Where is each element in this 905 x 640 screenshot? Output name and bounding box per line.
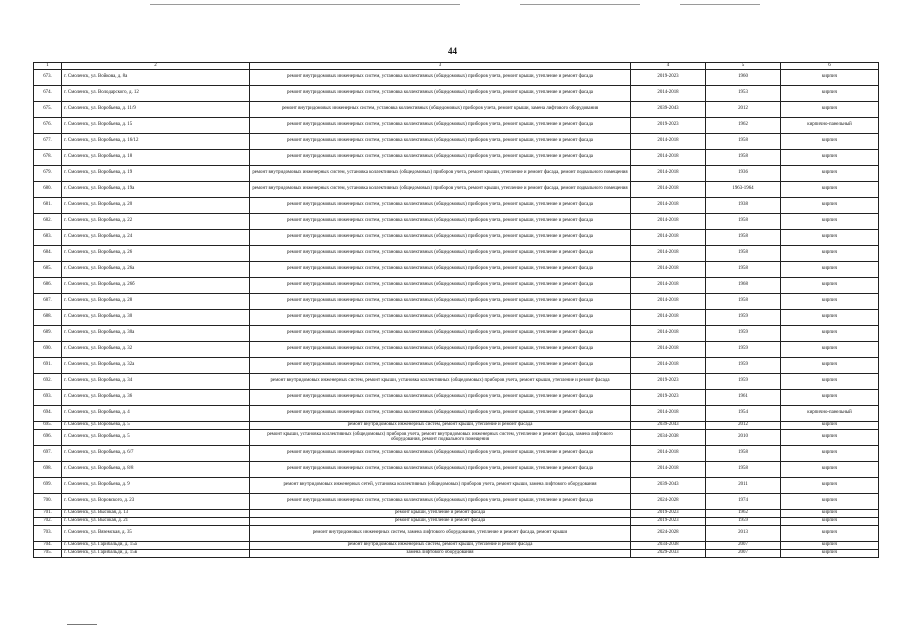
build-year-cell: 1959	[706, 517, 781, 525]
build-year-cell: 1968	[706, 277, 781, 293]
build-year-cell: 1959	[706, 341, 781, 357]
address-cell: г. Смоленск, ул. Воробьева, д. 16/12	[62, 133, 250, 149]
works-cell: ремонт внутридомовых инженерных систем, установка коллективных (общедомовых) приборов учета, ремонт крыши, утепление и ремонт фасада	[250, 493, 631, 509]
period-cell: 2019-2023	[631, 373, 706, 389]
row-number: 681.	[34, 197, 62, 213]
table-row	[34, 181, 879, 197]
period-cell: 2014-2018	[631, 85, 706, 101]
build-year-cell: 2010	[706, 429, 781, 445]
address-cell: г. Смоленск, ул. Воробьева, д. 36	[62, 389, 250, 405]
build-year-cell: 1958	[706, 213, 781, 229]
wall-material-cell: кирпич	[781, 477, 879, 493]
table-row	[34, 293, 879, 309]
wall-material-cell: кирпич	[781, 325, 879, 341]
column-number: 6	[781, 63, 879, 70]
period-cell: 2024-2028	[631, 525, 706, 541]
row-number: 704.	[34, 541, 62, 549]
table-row	[34, 493, 879, 509]
table-row	[34, 389, 879, 405]
row-number: 691.	[34, 357, 62, 373]
period-cell: 2019-2023	[631, 389, 706, 405]
table-body	[34, 69, 879, 557]
row-number: 703.	[34, 525, 62, 541]
table-row	[34, 149, 879, 165]
build-year-cell: 2007	[706, 549, 781, 557]
address-cell: г. Смоленск, ул. Воробьева, д. 11/9	[62, 101, 250, 117]
row-number: 678.	[34, 149, 62, 165]
works-cell: ремонт внутридомовых инженерных систем, установка коллективных (общедомовых) приборов учета, ремонт крыши, утепление и ремонт фасада	[250, 357, 631, 373]
row-number: 673.	[34, 69, 62, 85]
address-cell: г. Смоленск, ул. Воробьева, д. 9	[62, 477, 250, 493]
table-row	[34, 429, 879, 445]
row-number: 696.	[34, 429, 62, 445]
wall-material-cell: кирпич	[781, 373, 879, 389]
wall-material-cell: кирпич	[781, 549, 879, 557]
row-number: 695.	[34, 421, 62, 429]
period-cell: 2014-2018	[631, 181, 706, 197]
table-row	[34, 373, 879, 389]
works-cell: ремонт внутридомовых инженерных систем, установка коллективных (общедомовых) приборов учета, ремонт крыши, утепление и ремонт фасада	[250, 341, 631, 357]
address-cell: г. Смоленск, ул. Воробьева, д. 30а	[62, 325, 250, 341]
wall-material-cell: кирпич	[781, 445, 879, 461]
works-cell: ремонт внутридомовых инженерных систем, установка коллективных (общедомовых) приборов учета, ремонт крыши, утепление и ремонт фасада	[250, 69, 631, 85]
works-cell: ремонт внутридомовых инженерных систем, установка коллективных (общедомовых) приборов учета, ремонт крыши, утепление и ремонт фасада	[250, 325, 631, 341]
table-row	[34, 117, 879, 133]
address-cell: г. Смоленск, ул. Воробьева, д. 24	[62, 229, 250, 245]
table-row	[34, 477, 879, 493]
build-year-cell: 2012	[706, 101, 781, 117]
build-year-cell: 1958	[706, 229, 781, 245]
wall-material-cell: кирпич	[781, 517, 879, 525]
column-number: 4	[631, 63, 706, 70]
period-cell: 2024-2028	[631, 493, 706, 509]
build-year-cell: 1958	[706, 149, 781, 165]
works-cell: ремонт внутридомовых инженерных систем, ремонт крыши, установка коллективных (общедомовых) приборов учета, ремонт крыши, утепление и ремонт фасада	[250, 373, 631, 389]
table-row	[34, 325, 879, 341]
row-number: 675.	[34, 101, 62, 117]
table-row	[34, 405, 879, 421]
period-cell: 2014-2018	[631, 277, 706, 293]
build-year-cell: 1961	[706, 389, 781, 405]
works-cell: ремонт внутридомовых инженерных систем, установка коллективных (общедомовых) приборов учета, ремонт крыши, утепление и ремонт фасада	[250, 405, 631, 421]
address-cell: г. Смоленск, ул. Воробьева, д. 6/7	[62, 445, 250, 461]
address-cell: г. Смоленск, ул. Воробьева, д. 5	[62, 421, 250, 429]
period-cell: 2039-2043	[631, 477, 706, 493]
address-cell: г. Смоленск, ул. Воробьева, д. 4	[62, 405, 250, 421]
wall-material-cell: кирпич	[781, 389, 879, 405]
row-number: 690.	[34, 341, 62, 357]
table-row	[34, 85, 879, 101]
row-number: 700.	[34, 493, 62, 509]
works-cell: ремонт внутридомовых инженерных систем, установка коллективных (общедомовых) приборов учета, ремонт крыши, утепление и ремонт фасада	[250, 229, 631, 245]
wall-material-cell: кирпич	[781, 525, 879, 541]
table-row	[34, 309, 879, 325]
address-cell: г. Смоленск, ул. Воробьева, д. 18	[62, 149, 250, 165]
address-cell: г. Смоленск, ул. Воробьева, д. 26а	[62, 261, 250, 277]
table-row	[34, 525, 879, 541]
period-cell: 2014-2018	[631, 325, 706, 341]
wall-material-cell: кирпич	[781, 197, 879, 213]
table-row	[34, 165, 879, 181]
row-number: 683.	[34, 229, 62, 245]
row-number: 674.	[34, 85, 62, 101]
works-cell: ремонт внутридомовых инженерных систем, установка коллективных (общедомовых) приборов учета, ремонт крыши, утепление и ремонт фасада	[250, 213, 631, 229]
address-cell: г. Смоленск, ул. Воробьева, д. 22	[62, 213, 250, 229]
period-cell: 2014-2018	[631, 309, 706, 325]
address-cell: г. Смоленск, ул. Воробьева, д. 32а	[62, 357, 250, 373]
works-cell: ремонт внутридомовых инженерных систем, установка коллективных (общедомовых) приборов учета, ремонт крыши, утепление и ремонт фасада	[250, 261, 631, 277]
address-cell: г. Смоленск, ул. Воробьева, д. 19	[62, 165, 250, 181]
wall-material-cell: кирпич	[781, 357, 879, 373]
address-cell: г. Смоленск, ул. Воровского, д. 23	[62, 493, 250, 509]
works-cell: ремонт внутридомовых инженерных сетей, установка коллективных (общедомовых) приборов учета, ремонт крыши, замена лифтового оборудования	[250, 477, 631, 493]
row-number: 680.	[34, 181, 62, 197]
row-number: 684.	[34, 245, 62, 261]
works-cell: ремонт внутридомовых инженерных систем, установка коллективных (общедомовых) приборов учета, ремонт крыши, утепление и ремонт фасада	[250, 245, 631, 261]
period-cell: 2029-2033	[631, 549, 706, 557]
row-number: 701.	[34, 509, 62, 517]
period-cell: 2014-2018	[631, 197, 706, 213]
build-year-cell: 1958	[706, 133, 781, 149]
wall-material-cell: кирпич	[781, 293, 879, 309]
table-row	[34, 509, 879, 517]
period-cell: 2019-2023	[631, 69, 706, 85]
works-cell: ремонт внутридомовых инженерных систем, установка коллективных (общедомовых) приборов учета, ремонт крыши, утепление и ремонт фасада	[250, 277, 631, 293]
row-number: 687.	[34, 293, 62, 309]
period-cell: 2039-2043	[631, 101, 706, 117]
address-cell: г. Смоленск, ул. Высокая, д. 21	[62, 517, 250, 525]
row-number: 694.	[34, 405, 62, 421]
works-cell: ремонт внутридомовых инженерных систем, установка коллективных (общедомовых) приборов учета, ремонт крыши, утепление и ремонт фасада	[250, 117, 631, 133]
table-row	[34, 517, 879, 525]
wall-material-cell: кирпич	[781, 461, 879, 477]
table-row	[34, 245, 879, 261]
wall-material-cell: кирпич	[781, 261, 879, 277]
works-cell: ремонт внутридомовых инженерных систем, установка коллективных (общедомовых) приборов учета, ремонт крыши, утепление и ремонт фасада, ремонт подвального помещения	[250, 181, 631, 197]
build-year-cell: 1959	[706, 373, 781, 389]
build-year-cell: 1958	[706, 445, 781, 461]
build-year-cell: 1936	[706, 165, 781, 181]
scan-top-rule	[150, 4, 460, 5]
period-cell: 2034-2038	[631, 541, 706, 549]
period-cell: 2014-2018	[631, 341, 706, 357]
works-cell: ремонт внутридомовых инженерных систем, установка коллективных (общедомовых) приборов учета, ремонт крыши, утепление и ремонт фасада	[250, 149, 631, 165]
table-row	[34, 461, 879, 477]
address-cell: г. Смоленск, ул. Володарского, д. 12	[62, 85, 250, 101]
wall-material-cell: кирпич	[781, 493, 879, 509]
build-year-cell: 1959	[706, 357, 781, 373]
address-cell: г. Смоленск, ул. Воробьева, д. 26б	[62, 277, 250, 293]
row-number: 676.	[34, 117, 62, 133]
wall-material-cell: кирпич	[781, 541, 879, 549]
wall-material-cell: кирпич	[781, 165, 879, 181]
works-cell: ремонт внутридомовых инженерных систем, установка коллективных (общедомовых) приборов учета, ремонт крыши, утепление и ремонт фасада	[250, 461, 631, 477]
column-number: 3	[250, 63, 631, 70]
wall-material-cell: кирпич	[781, 509, 879, 517]
period-cell: 2014-2018	[631, 445, 706, 461]
period-cell: 2014-2018	[631, 149, 706, 165]
period-cell: 2014-2018	[631, 461, 706, 477]
build-year-cell: 1960	[706, 69, 781, 85]
table-row	[34, 197, 879, 213]
wall-material-cell: кирпич	[781, 421, 879, 429]
period-cell: 2019-2023	[631, 509, 706, 517]
address-cell: г. Смоленск, ул. Высокая, д. 13	[62, 509, 250, 517]
build-year-cell: 2013	[706, 525, 781, 541]
table-row	[34, 541, 879, 549]
build-year-cell: 2012	[706, 421, 781, 429]
row-number: 682.	[34, 213, 62, 229]
row-number: 698.	[34, 461, 62, 477]
works-cell: ремонт внутридомовых инженерных систем, установка коллективных (общедомовых) приборов учета, ремонт крыши, утепление и ремонт фасада	[250, 197, 631, 213]
table-row	[34, 341, 879, 357]
wall-material-cell: кирпич	[781, 85, 879, 101]
build-year-cell: 2007	[706, 541, 781, 549]
address-cell: г. Смоленск, ул. Воробьева, д. 28	[62, 293, 250, 309]
build-year-cell: 1954	[706, 405, 781, 421]
scan-top-rule	[520, 4, 640, 5]
wall-material-cell: кирпич	[781, 133, 879, 149]
table-row	[34, 277, 879, 293]
table-row	[34, 133, 879, 149]
works-cell: ремонт внутридомовых инженерных систем, установка коллективных (общедомовых) приборов учета, ремонт крыши, замена лифтового оборудования	[250, 101, 631, 117]
column-number: 5	[706, 63, 781, 70]
wall-material-cell: кирпич	[781, 429, 879, 445]
row-number: 677.	[34, 133, 62, 149]
wall-material-cell: кирпично-панельный	[781, 117, 879, 133]
address-cell: г. Смоленск, ул. Воробьева, д. 32	[62, 341, 250, 357]
build-year-cell: 1962	[706, 509, 781, 517]
address-cell: г. Смоленск, ул. Воробьева, д. 8/8	[62, 461, 250, 477]
address-cell: г. Смоленск, ул. Воробьева, д. 30	[62, 309, 250, 325]
build-year-cell: 1962	[706, 117, 781, 133]
period-cell: 2014-2018	[631, 213, 706, 229]
address-cell: г. Смоленск, ул. Воробьева, д. 34	[62, 373, 250, 389]
period-cell: 2034-2038	[631, 429, 706, 445]
works-cell: ремонт внутридомовых инженерных систем, установка коллективных (общедомовых) приборов учета, ремонт крыши, утепление и ремонт фасада, ремонт подвального помещения	[250, 165, 631, 181]
period-cell: 2014-2018	[631, 405, 706, 421]
build-year-cell: 1963-1964	[706, 181, 781, 197]
wall-material-cell: кирпич	[781, 101, 879, 117]
wall-material-cell: кирпич	[781, 309, 879, 325]
table-row	[34, 261, 879, 277]
address-cell: г. Смоленск, ул. Воробьева, д. 19а	[62, 181, 250, 197]
wall-material-cell: кирпич	[781, 277, 879, 293]
works-cell: ремонт внутридомовых инженерных систем, замена лифтового оборудования, утепление и ремонт фасада, ремонт крыши	[250, 525, 631, 541]
table-row	[34, 213, 879, 229]
period-cell: 2014-2018	[631, 229, 706, 245]
scan-top-rule	[680, 4, 760, 5]
table-row	[34, 229, 879, 245]
build-year-cell: 1974	[706, 493, 781, 509]
wall-material-cell: кирпич	[781, 213, 879, 229]
table-row	[34, 101, 879, 117]
period-cell: 2014-2018	[631, 357, 706, 373]
housing-register-table	[33, 62, 879, 558]
column-number: 1	[34, 63, 62, 70]
works-cell: ремонт крыши, утепление и ремонт фасада	[250, 517, 631, 525]
row-number: 688.	[34, 309, 62, 325]
works-cell: замена лифтового оборудования	[250, 549, 631, 557]
wall-material-cell: кирпич	[781, 149, 879, 165]
build-year-cell: 1959	[706, 325, 781, 341]
works-cell: ремонт внутридомовых инженерных систем, установка коллективных (общедомовых) приборов учета, ремонт крыши, утепление и ремонт фасада	[250, 445, 631, 461]
works-cell: ремонт внутридомовых инженерных систем, ремонт крыши, утепление и ремонт фасада	[250, 541, 631, 549]
works-cell: ремонт внутридомовых инженерных систем, установка коллективных (общедомовых) приборов учета, ремонт крыши, утепление и ремонт фасада	[250, 293, 631, 309]
build-year-cell: 1958	[706, 461, 781, 477]
table-row	[34, 421, 879, 429]
row-number: 693.	[34, 389, 62, 405]
table-row	[34, 445, 879, 461]
build-year-cell: 2011	[706, 477, 781, 493]
row-number: 686.	[34, 277, 62, 293]
column-number: 2	[62, 63, 250, 70]
row-number: 705.	[34, 549, 62, 557]
row-number: 699.	[34, 477, 62, 493]
address-cell: г. Смоленск, ул. Гарибальди, д. 15в	[62, 549, 250, 557]
address-cell: г. Смоленск, ул. Вяземская, д. 35	[62, 525, 250, 541]
page-number: 44	[448, 46, 457, 56]
period-cell: 2014-2018	[631, 133, 706, 149]
scan-bottom-mark	[67, 624, 97, 625]
build-year-cell: 1958	[706, 245, 781, 261]
wall-material-cell: кирпич	[781, 181, 879, 197]
wall-material-cell: кирпич	[781, 341, 879, 357]
table-row	[34, 357, 879, 373]
works-cell: ремонт внутридомовых инженерных систем, установка коллективных (общедомовых) приборов учета, ремонт крыши, утепление и ремонт фасада	[250, 85, 631, 101]
wall-material-cell: кирпич	[781, 229, 879, 245]
build-year-cell: 1938	[706, 197, 781, 213]
table-row	[34, 69, 879, 85]
row-number: 697.	[34, 445, 62, 461]
works-cell: ремонт внутридомовых инженерных систем, установка коллективных (общедомовых) приборов учета, ремонт крыши, утепление и ремонт фасада	[250, 309, 631, 325]
wall-material-cell: кирпич	[781, 69, 879, 85]
works-cell: ремонт крыши, установка коллективных (общедомовых) приборов учета, ремонт внутридомовых инженерных систем, утепление и ремонт фасада, замена лифтового оборудования, ремонт подвального помещения	[250, 429, 631, 445]
period-cell: 2019-2023	[631, 517, 706, 525]
period-cell: 2019-2023	[631, 117, 706, 133]
address-cell: г. Смоленск, ул. Воробьева, д. 26	[62, 245, 250, 261]
row-number: 679.	[34, 165, 62, 181]
address-cell: г. Смоленск, ул. Войкова, д. 8а	[62, 69, 250, 85]
row-number: 685.	[34, 261, 62, 277]
period-cell: 2014-2018	[631, 165, 706, 181]
build-year-cell: 1958	[706, 261, 781, 277]
works-cell: ремонт внутридомовых инженерных систем, установка коллективных (общедомовых) приборов учета, ремонт крыши, утепление и ремонт фасада	[250, 133, 631, 149]
row-number: 702.	[34, 517, 62, 525]
works-cell: ремонт внутридомовых инженерных систем, ремонт крыши, утепление и ремонт фасада	[250, 421, 631, 429]
wall-material-cell: кирпично-панельный	[781, 405, 879, 421]
build-year-cell: 1953	[706, 85, 781, 101]
build-year-cell: 1958	[706, 293, 781, 309]
row-number: 689.	[34, 325, 62, 341]
address-cell: г. Смоленск, ул. Воробьева, д. 20	[62, 197, 250, 213]
address-cell: г. Смоленск, ул. Воробьева, д. 15	[62, 117, 250, 133]
works-cell: ремонт крыши, утепление и ремонт фасада	[250, 509, 631, 517]
address-cell: г. Смоленск, ул. Воробьева, д. 5	[62, 429, 250, 445]
row-number: 692.	[34, 373, 62, 389]
period-cell: 2014-2018	[631, 261, 706, 277]
period-cell: 2014-2018	[631, 245, 706, 261]
build-year-cell: 1959	[706, 309, 781, 325]
address-cell: г. Смоленск, ул. Гарибальди, д. 15а	[62, 541, 250, 549]
period-cell: 2014-2018	[631, 293, 706, 309]
table-row	[34, 549, 879, 557]
period-cell: 2039-2043	[631, 421, 706, 429]
wall-material-cell: кирпич	[781, 245, 879, 261]
works-cell: ремонт внутридомовых инженерных систем, установка коллективных (общедомовых) приборов учета, ремонт крыши, утепление и ремонт фасада	[250, 389, 631, 405]
